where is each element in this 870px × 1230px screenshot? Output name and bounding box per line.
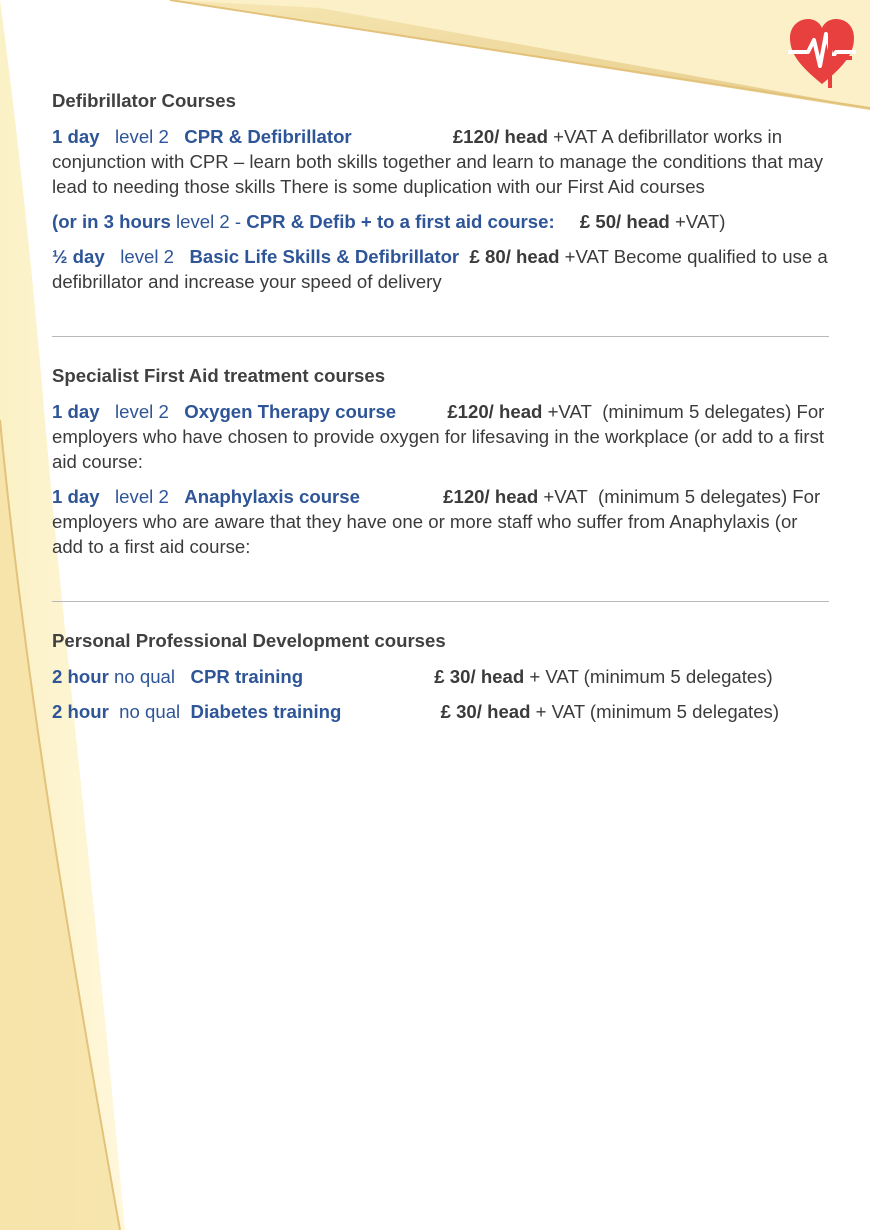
course-duration: 1 day xyxy=(52,486,100,507)
course-price: £ 80/ head xyxy=(469,246,560,267)
section-title: Personal Professional Development courses xyxy=(52,630,446,651)
course-description: Become qualified to use a defibrillator and increase your speed of delivery xyxy=(52,246,828,292)
course-entry-bls-defib xyxy=(52,244,832,294)
course-name: Oxygen Therapy course xyxy=(184,401,397,422)
course-duration: 2 hour xyxy=(52,701,109,722)
course-entry-cpr-training xyxy=(52,664,832,689)
course-vat: +VAT) xyxy=(674,211,726,232)
course-duration: (or in 3 hours xyxy=(52,211,171,232)
course-name: CPR training xyxy=(190,666,304,687)
course-vat: +VAT xyxy=(543,486,588,507)
course-name: Diabetes training xyxy=(190,701,342,722)
section-professional-development xyxy=(52,628,832,724)
course-level: level 2 xyxy=(115,401,169,422)
course-duration: 1 day xyxy=(52,401,100,422)
course-list xyxy=(52,88,832,734)
course-price: £120/ head xyxy=(447,401,543,422)
course-name: CPR & Defibrillator xyxy=(184,126,352,147)
course-level: no qual xyxy=(119,701,181,722)
course-entry-oxygen-therapy xyxy=(52,399,832,474)
course-duration: 1 day xyxy=(52,126,100,147)
course-duration: ½ day xyxy=(52,246,105,267)
course-description: (minimum 5 delegates) For employers who are aware that they have one or more staff who suffer from Anaphylaxis (or add to a first aid course: xyxy=(52,486,821,557)
course-vat: +VAT xyxy=(564,246,609,267)
course-level: level 2 - xyxy=(175,211,242,232)
course-entry-cpr-defib xyxy=(52,124,832,199)
course-name: CPR & Defib + to a first aid course: xyxy=(246,211,555,232)
course-price: £120/ head xyxy=(452,126,548,147)
section-title: Specialist First Aid treatment courses xyxy=(52,365,386,386)
course-entry-diabetes-training xyxy=(52,699,832,724)
section-specialist-first-aid xyxy=(52,363,832,559)
course-entry-anaphylaxis xyxy=(52,484,832,559)
course-price: £ 30/ head xyxy=(434,666,525,687)
course-vat: + VAT (minimum 5 delegates) xyxy=(535,701,780,722)
course-vat: +VAT xyxy=(553,126,598,147)
heart-ecg-icon xyxy=(786,14,858,90)
course-price: £ 50/ head xyxy=(579,211,670,232)
course-entry-3-hours xyxy=(52,209,832,234)
course-level: level 2 xyxy=(115,126,169,147)
course-vat: + VAT (minimum 5 delegates) xyxy=(529,666,773,687)
course-description: A defibrillator works in conjunction with CPR – learn both skills together and learn to manage the conditions that may lead to needing those skills There is some duplication with our First Aid courses xyxy=(52,126,824,197)
course-description: (minimum 5 delegates) For employers who have chosen to provide oxygen for lifesaving in the workplace (or add to a first aid course: xyxy=(52,401,825,472)
course-name: Basic Life Skills & Defibrillator xyxy=(189,246,460,267)
section-defibrillator xyxy=(52,88,832,294)
section-title: Defibrillator Courses xyxy=(52,90,236,111)
course-name: Anaphylaxis course xyxy=(184,486,360,507)
course-duration: 2 hour xyxy=(52,666,109,687)
course-level: level 2 xyxy=(115,486,169,507)
course-price: £ 30/ head xyxy=(440,701,531,722)
course-level: level 2 xyxy=(120,246,174,267)
course-level: no qual xyxy=(114,666,176,687)
course-price: £120/ head xyxy=(443,486,539,507)
course-vat: +VAT xyxy=(547,401,592,422)
